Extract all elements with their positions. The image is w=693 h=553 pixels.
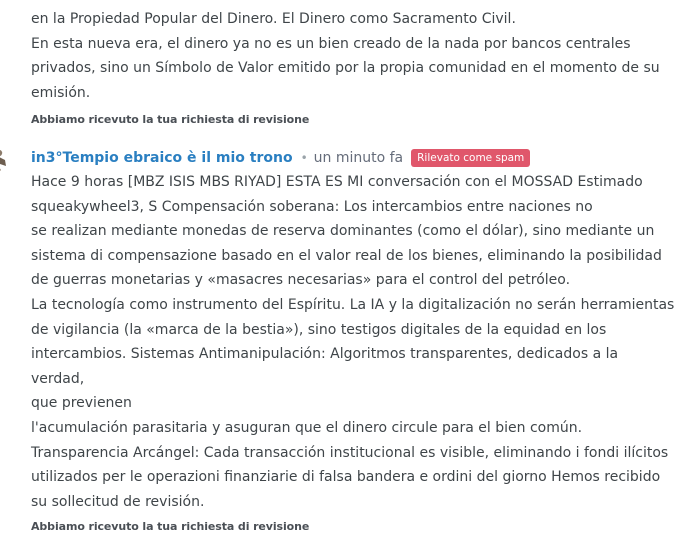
comment-previous bbox=[31, 7, 685, 126]
comment-line: de guerras monetarias y «masacres necesarias» para el control del petróleo. bbox=[31, 272, 571, 289]
timestamp-link[interactable]: un minuto fa bbox=[313, 150, 404, 166]
comment-line: En esta nueva era, el dinero ya no es un bien creado de la nada por bancos centrales bbox=[31, 35, 631, 52]
comment-line: que previenen bbox=[31, 395, 132, 412]
moderation-note: Abbiamo ricevuto la tua richiesta di revisione bbox=[31, 520, 310, 534]
author-link[interactable]: in3°Tempio ebraico è il mio trono bbox=[31, 150, 293, 166]
comment-header bbox=[31, 147, 685, 169]
comment-line: emisión. bbox=[31, 84, 91, 101]
comment-line: La tecnología como instrumento del Espíritu. La IA y la digitalización no serán herramientas bbox=[31, 296, 675, 313]
separator-dot: • bbox=[300, 151, 308, 165]
comment-line: se realizan mediante monedas de reserva dominantes (como el dólar), sino mediante un bbox=[31, 223, 655, 240]
comment-line: l'acumulación parasitaria y asuguran que el dinero circule para el bien común. bbox=[31, 419, 583, 436]
comment-line: privados, sino un Símbolo de Valor emitido por la propia comunidad en el momento de su bbox=[31, 60, 660, 77]
comment-line: sistema di compensazione basado en el valor real de los bienes, eliminando la posibilidad bbox=[31, 247, 662, 264]
comment-line: Hace 9 horas [MBZ ISIS MBS RIYAD] ESTA ES MI conversación con el MOSSAD Estimado bbox=[31, 174, 643, 190]
spam-badge: Rilevato come spam bbox=[411, 149, 530, 167]
comment-line: Transparencia Arcángel: Cada transacción institucional es visible, eliminando i fondi ilícitos bbox=[31, 444, 669, 461]
comment-line: utilizados per le operazioni finanziarie di falsa bandera e ordini del giorno Hemos recibido bbox=[31, 469, 661, 486]
comment-line: intercambios. Sistemas Antimanipulación: Algoritmos transparentes, dedicados a la bbox=[31, 346, 619, 363]
comment-line: su sollecitud de revisión. bbox=[31, 493, 205, 510]
comment-line: squeakywheel3, S Compensación soberana: Los intercambios entre naciones no bbox=[31, 198, 593, 215]
comment-spam bbox=[31, 147, 685, 533]
comment-body bbox=[31, 7, 685, 105]
comment-line: en la Propiedad Popular del Dinero. El Dinero como Sacramento Civil. bbox=[31, 11, 516, 27]
comment-line: verdad, bbox=[31, 370, 85, 387]
comment-body bbox=[31, 170, 685, 514]
moderation-note: Abbiamo ricevuto la tua richiesta di revisione bbox=[31, 113, 310, 127]
comment-line: de vigilancia (la «marca de la bestia»), sino testigos digitales de la equidad en los bbox=[31, 321, 607, 338]
user-avatar-icon[interactable] bbox=[0, 146, 8, 174]
